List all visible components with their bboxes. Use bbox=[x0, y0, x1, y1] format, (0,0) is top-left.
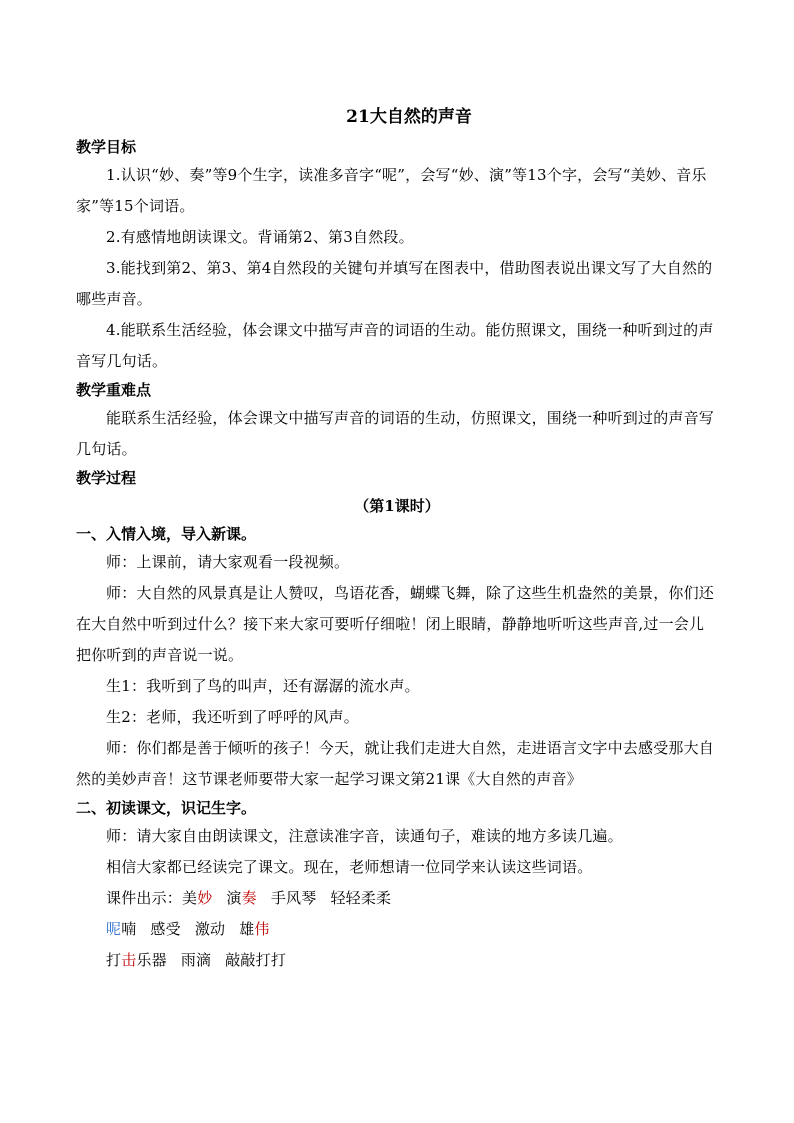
goal-item: 3.能找到第2、第3、第4自然段的关键句并填写在图表中，借助图表说出课文写了大自然的哪些声音。 bbox=[76, 259, 713, 308]
vocab-part: 打 bbox=[106, 951, 122, 969]
word-row bbox=[76, 883, 718, 914]
vocab-word bbox=[226, 889, 256, 907]
vocab-part: 轻轻柔柔 bbox=[330, 889, 392, 907]
dialogue-line: 生2：老师，我还听到了呼呼的风声。 bbox=[106, 708, 359, 726]
vocab-highlight: 伟 bbox=[254, 920, 270, 938]
word-row bbox=[76, 914, 718, 945]
word-row bbox=[76, 945, 718, 976]
dialogue-line: 师：上课前，请大家观看一段视频。 bbox=[106, 553, 350, 571]
vocab-part: 美 bbox=[182, 889, 198, 907]
vocab-highlight: 奏 bbox=[241, 889, 257, 907]
key-points-heading: 教学重难点 bbox=[76, 381, 152, 399]
key-points-text: 能联系生活经验，体会课文中描写声音的词语的生动，仿照课文，围绕一种听到过的声音写几句话。 bbox=[76, 409, 715, 458]
vocab-word bbox=[271, 889, 317, 907]
dialogue-line: 师：请大家自由朗读课文，注意读准字音，读通句子，难读的地方多读几遍。 bbox=[106, 827, 623, 845]
vocab-highlight: 妙 bbox=[197, 889, 213, 907]
vocab-word bbox=[181, 951, 211, 969]
vocab-part: 雨滴 bbox=[180, 951, 212, 969]
dialogue-line: 师：大自然的风景真是让人赞叹，鸟语花香，蝴蝶飞舞，除了这些生机盎然的美景，你们还在大自然中听到过什么？接下来大家可要听仔细啦！闭上眼睛，静静地听听这些声音,过一会儿把你听到的声音说一说。 bbox=[76, 584, 715, 664]
vocab-part: 喃 bbox=[121, 920, 137, 938]
vocab-highlight: 呢 bbox=[106, 920, 122, 938]
vocab-word bbox=[330, 889, 391, 907]
part2-heading: 二、初读课文，识记生字。 bbox=[76, 799, 257, 817]
vocab-part: 手风琴 bbox=[270, 889, 317, 907]
vocab-part: 激动 bbox=[194, 920, 226, 938]
goal-item: 4.能联系生活经验，体会课文中描写声音的词语的生动。能仿照课文，围绕一种听到过的声音写几句话。 bbox=[76, 321, 714, 370]
vocab-word bbox=[106, 920, 136, 938]
vocab-word bbox=[225, 951, 286, 969]
courseware-label: 课件出示： bbox=[106, 889, 183, 907]
lesson-label: （第1课时） bbox=[354, 497, 440, 515]
vocab-word bbox=[106, 951, 167, 969]
vocab-word bbox=[195, 920, 225, 938]
vocab-highlight: 击 bbox=[121, 951, 137, 969]
vocab-part: 敲敲打打 bbox=[225, 951, 287, 969]
vocab-part: 乐器 bbox=[136, 951, 167, 969]
goals-heading: 教学目标 bbox=[76, 138, 137, 156]
dialogue-line: 相信大家都已经读完了课文。现在，老师想请一位同学来认读这些词语。 bbox=[106, 858, 593, 876]
vocab-word bbox=[239, 920, 269, 938]
document-title: 21大自然的声音 bbox=[346, 107, 472, 127]
vocab-word bbox=[150, 920, 180, 938]
vocab-word bbox=[182, 889, 212, 907]
process-heading: 教学过程 bbox=[76, 469, 137, 487]
vocab-part: 感受 bbox=[150, 920, 181, 938]
dialogue-line: 生1：我听到了鸟的叫声，还有潺潺的流水声。 bbox=[106, 677, 420, 695]
goal-item: 2.有感情地朗读课文。背诵第2、第3自然段。 bbox=[106, 228, 414, 246]
vocab-part: 演 bbox=[226, 889, 242, 907]
dialogue-line: 师：你们都是善于倾听的孩子！今天，就让我们走进大自然，走进语言文字中去感受那大自然的美妙声音！这节课老师要带大家一起学习课文第21课《大自然的声音》 bbox=[76, 739, 715, 788]
vocab-part: 雄 bbox=[239, 920, 255, 938]
part1-heading: 一、入情入境，导入新课。 bbox=[76, 525, 257, 543]
goal-item: 1.认识“妙、奏”等9个生字，读准多音字“呢”，会写“妙、演”等13个字，会写“美妙、音乐家”等15个词语。 bbox=[76, 166, 707, 215]
